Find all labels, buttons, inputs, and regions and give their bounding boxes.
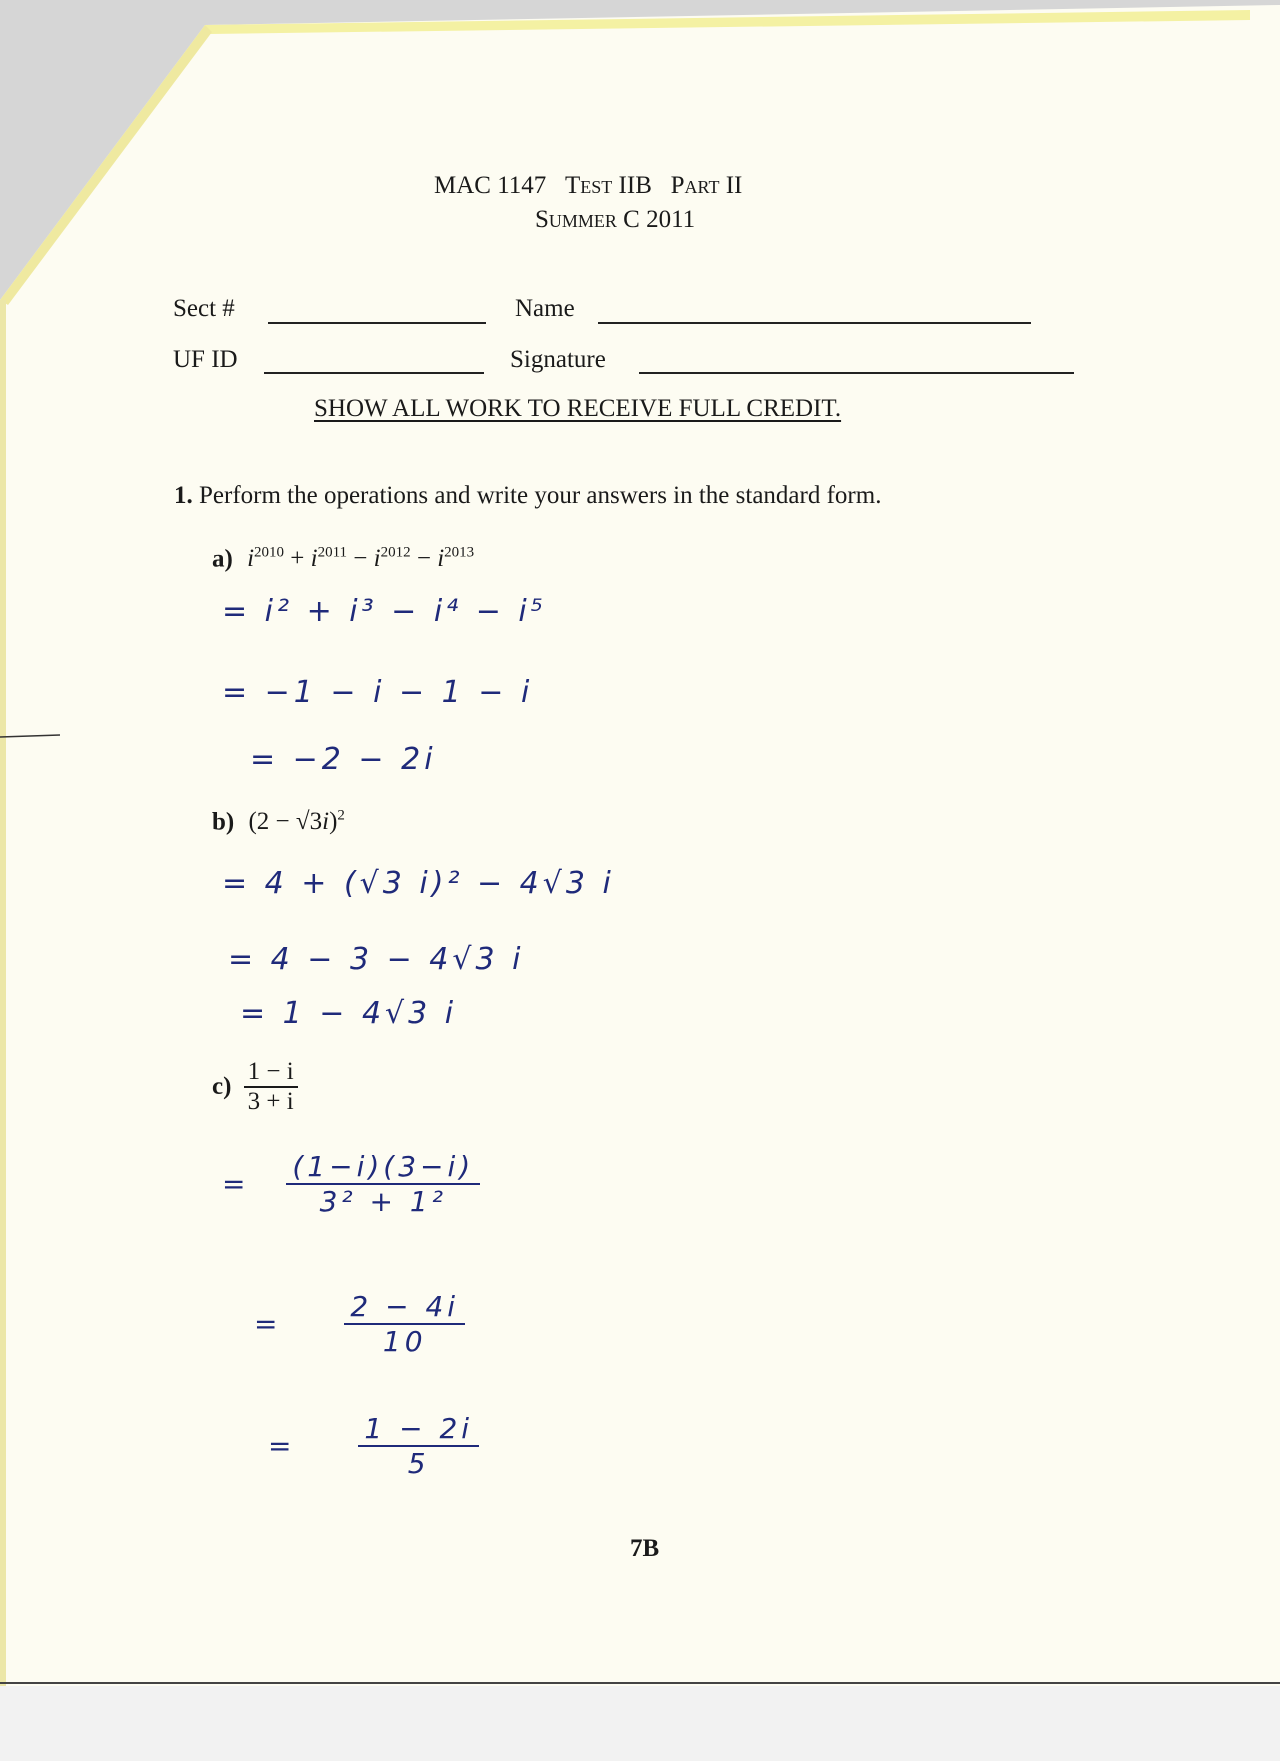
course-code: MAC 1147 (434, 172, 547, 199)
part-c-fraction-2 (344, 1290, 465, 1358)
ufid-field[interactable] (264, 372, 484, 374)
part-c-num-1: (1−i)(3−i) (286, 1150, 480, 1185)
name-label: Name (515, 295, 575, 322)
page-number: 7B (630, 1535, 660, 1562)
part-c-denominator: 3 + i (247, 1088, 294, 1115)
part-c-equals-3: = (268, 1429, 296, 1463)
part-c-work-3 (268, 1412, 479, 1480)
part-a-label: a) (212, 545, 233, 573)
part-c-work-2 (254, 1290, 465, 1358)
part-c-den-3: 5 (407, 1447, 430, 1480)
part-c-den-1: 3² + 1² (319, 1185, 447, 1218)
part-a-work-1: = i² + i³ − i⁴ − i⁵ (222, 594, 547, 629)
sect-field[interactable] (268, 322, 486, 324)
part-c-numerator: 1 − i (244, 1058, 298, 1088)
part-b-label: b) (212, 808, 235, 836)
part-c-equals-1: = (222, 1167, 250, 1201)
term: Summer C 2011 (535, 206, 696, 233)
name-field[interactable] (598, 322, 1031, 324)
part-b (212, 808, 345, 836)
signature-field[interactable] (639, 372, 1074, 374)
part-c-fraction-3 (358, 1412, 479, 1480)
part-a-work-2: = −1 − i − 1 − i (222, 675, 534, 710)
part-c-den-2: 10 (382, 1325, 427, 1358)
part-a-expression: $i^{2010} + i^{2011} - i^{2012} - i^{2013}$ (247, 545, 475, 573)
sect-label: Sect # (173, 295, 235, 322)
part-c-fraction (244, 1058, 298, 1116)
instruction: SHOW ALL WORK TO RECEIVE FULL CREDIT. (314, 395, 842, 422)
part-a (212, 545, 474, 573)
part-c-fraction-1 (286, 1150, 480, 1218)
part-c-label: c) (212, 1073, 232, 1100)
question-number: 1. (174, 482, 193, 509)
question-text: Perform the operations and write your answers in the standard form. (199, 482, 882, 509)
part-name: Part II (670, 172, 743, 199)
signature-label: Signature (510, 346, 606, 373)
part-b-work-3: = 1 − 4√3 i (240, 996, 458, 1031)
part-c-num-3: 1 − 2i (358, 1412, 479, 1447)
ufid-label: UF ID (173, 346, 238, 373)
part-c-equals-2: = (254, 1307, 282, 1341)
part-b-work-1: = 4 + (√3 i)² − 4√3 i (222, 866, 615, 901)
part-a-work-3: = −2 − 2i (250, 742, 437, 777)
test-name: Test IIB (565, 172, 652, 199)
part-c-work-1 (222, 1150, 480, 1218)
part-b-expression: $(2 - √3i)^2$ (248, 808, 345, 836)
question-1 (174, 482, 881, 510)
part-c (212, 1058, 298, 1116)
course-title (434, 172, 742, 200)
part-c-num-2: 2 − 4i (344, 1290, 465, 1325)
part-b-work-2: = 4 − 3 − 4√3 i (228, 942, 525, 977)
